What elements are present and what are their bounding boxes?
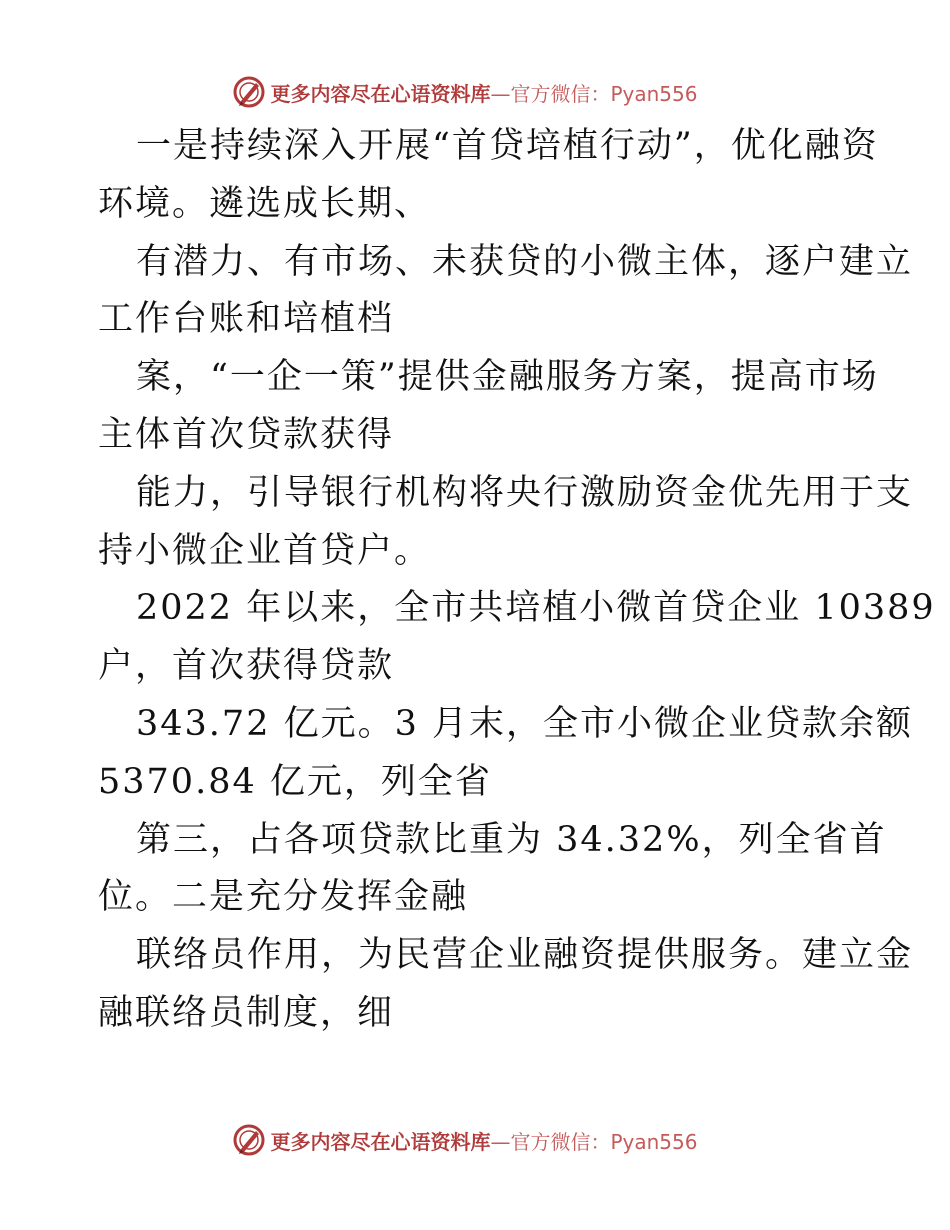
watermark-group (232, 75, 697, 109)
watermark-text (270, 78, 697, 107)
document-body (98, 118, 936, 1043)
watermark-dash: — (490, 81, 511, 106)
text-line: 联络员作用，为民营企业融资提供服务。建立金 (136, 935, 914, 976)
watermark-wechat: 官方微信：Pyan556 (510, 1129, 698, 1154)
text-line: 主体首次贷款获得 (98, 414, 395, 455)
watermark-dash: — (490, 1129, 511, 1154)
text-line: 一是持续深入开展“首贷培植行动”，优化融资 (136, 126, 879, 166)
text-line: 5370.84 亿元，列全省 (98, 761, 492, 802)
text-line: 第三，占各项贷款比重为 34.32%，列全省首 (136, 819, 887, 860)
text-line: 343.72 亿元。3 月末，全市小微企业贷款余额 (136, 703, 913, 744)
watermark-brand: 更多内容尽在心语资料库 (270, 1129, 491, 1154)
footer-watermark (0, 1120, 950, 1160)
text-line: 有潜力、有市场、未获贷的小微主体，逐户建立 (136, 241, 914, 282)
pen-logo-icon (232, 75, 266, 109)
text-line: 位。二是充分发挥金融 (98, 877, 469, 918)
text-line: 2022 年以来，全市共培植小微首贷企业 10389 (136, 588, 936, 629)
text-line: 案，“一企一策”提供金融服务方案，提高市场 (136, 357, 879, 398)
watermark-wechat: 官方微信：Pyan556 (510, 81, 698, 106)
text-line: 环境。遴选成长期、 (98, 183, 432, 224)
text-line: 能力，引导银行机构将央行激励资金优先用于支 (136, 472, 914, 513)
text-line: 户，首次获得贷款 (98, 646, 395, 687)
text-line: 持小微企业首贷户。 (98, 530, 432, 571)
pen-logo-icon (232, 1123, 266, 1157)
text-line: 融联络员制度，细 (98, 992, 395, 1033)
watermark-brand: 更多内容尽在心语资料库 (270, 81, 491, 106)
text-line: 工作台账和培植档 (98, 299, 395, 340)
watermark-text (270, 1126, 697, 1155)
header-watermark (0, 72, 950, 112)
watermark-group (232, 1123, 697, 1157)
